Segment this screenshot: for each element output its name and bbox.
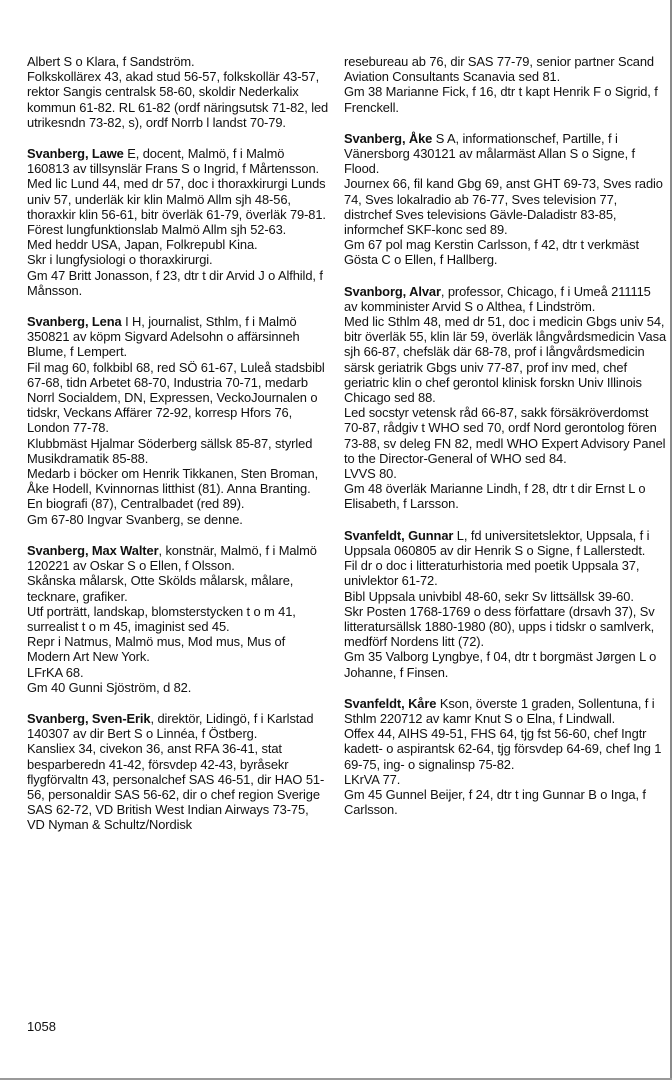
page-number: 1058: [27, 1019, 56, 1034]
entry-paragraph: LKrVA 77.: [344, 771, 401, 787]
biography-entry: [344, 54, 666, 115]
entry-name: Svanberg, Sven-Erik: [27, 710, 151, 726]
entry-paragraph: Repr i Natmus, Malmö mus, Mod mus, Mus of Modern Art New York.: [27, 634, 286, 665]
entry-intro: E, docent, Malmö, f i Malmö 160813 av tillsynslär Frans S o Ingrid, f Mårtensson.: [27, 146, 320, 177]
entry-heading: [27, 543, 329, 573]
biography-entry: [27, 146, 329, 298]
entry-paragraph: Medarb i böcker om Henrik Tikkanen, Sten Broman, Åke Hodell, Kvinnornas litthist (81). Anna Branting. En biografi (87), Centralbadet (red 89).: [27, 466, 319, 512]
biography-entry: [27, 54, 329, 130]
entry-name: Svanfeldt, Gunnar: [344, 527, 454, 543]
entry-paragraph: Gm 67 pol mag Kerstin Carlsson, f 42, dtr t verkmäst Gösta C o Ellen, f Hallberg.: [344, 237, 639, 268]
entry-heading: [344, 528, 666, 558]
entry-heading: [27, 711, 329, 741]
entry-paragraph: Gm 40 Gunni Sjöström, d 82.: [27, 679, 192, 695]
biography-entry: [27, 314, 329, 527]
entry-paragraph: Albert S o Klara, f Sandström.: [27, 54, 195, 69]
biography-entry: [344, 696, 666, 818]
entry-name: Svanberg, Lena: [27, 314, 122, 330]
entry-paragraph: Skånska målarsk, Otte Skölds målarsk, målare, tecknare, grafiker.: [27, 573, 294, 604]
entry-paragraph: Gm 45 Gunnel Beijer, f 24, dtr t ing Gunnar B o Inga, f Carlsson.: [344, 786, 646, 818]
entry-paragraph: Offex 44, AIHS 49-51, FHS 64, tjg fst 56-60, chef Ingtr kadett- o aspirantsk 62-64, tjg försvdep 64-69, chef Ing 1 69-75, ing- o signalinsp 75-82.: [344, 726, 662, 772]
entry-intro: Kson, överste 1 graden, Sollentuna, f i Sthlm 220712 av kamr Knut S o Elna, f Lindwall.: [344, 695, 655, 726]
entry-paragraph: Bibl Uppsala univbibl 48-60, sekr Sv littsällsk 39-60.: [344, 588, 634, 604]
entry-paragraph: Gm 47 Britt Jonasson, f 23, dtr t dir Arvid J o Alfhild, f Månsson.: [27, 267, 323, 298]
left-column: [27, 54, 329, 849]
entry-heading: [344, 284, 666, 314]
entry-paragraph: Med lic Lund 44, med dr 57, doc i thoraxkirurgi Lunds univ 57, underläk kir klin Malmö Allm sjh 48-56, thoraxkir klin 56-61, bitr överläk 61-79, överläk 79-81.: [27, 176, 326, 222]
entry-name: Svanborg, Alvar: [344, 283, 441, 299]
entry-paragraph: Gm 38 Marianne Fick, f 16, dtr t kapt Henrik F o Sigrid, f Frenckell.: [344, 84, 658, 115]
entry-paragraph: Journex 66, fil kand Gbg 69, anst GHT 69-73, Sves radio 74, Sves lokalradio ab 76-77, Sves television 77, distrchef Sves televisions Gävle-Daladistr 83-85, informchef SKF-konc sed 89.: [344, 176, 663, 238]
entry-paragraph: resebureau ab 76, dir SAS 77-79, senior partner Scand Aviation Consultants Scanavia sed 81.: [344, 54, 654, 85]
biography-entry: [344, 528, 666, 680]
entry-paragraph: Kansliex 34, civekon 36, anst RFA 36-41, stat besparberedn 41-42, försvdep 42-43, byråsekr flygförvaltn 43, personalchef SAS 46-51, dir HAO 51-56, personaldir SAS 56-62, dir o chef region Sverige SAS 62-72, VD British West Indian Airways 73-75, VD Nyman & Schultz/Nordisk: [27, 741, 325, 833]
entry-name: Svanfeldt, Kåre: [344, 695, 437, 711]
entry-intro: , direktör, Lidingö, f i Karlstad 140307 av dir Bert S o Linnéa, f Östberg.: [27, 710, 314, 742]
entry-paragraph: Skr i lungfysiologi o thoraxkirurgi.: [27, 252, 213, 268]
entry-paragraph: Klubbmäst Hjalmar Söderberg sällsk 85-87, styrled Musikdramatik 85-88.: [27, 435, 313, 466]
entry-paragraph: Med heddr USA, Japan, Folkrepubl Kina.: [27, 237, 258, 253]
entry-heading: [344, 696, 666, 726]
right-column: [344, 54, 666, 833]
entry-heading: [344, 131, 666, 177]
entry-paragraph: Folkskollärex 43, akad stud 56-57, folkskollär 43-57, rektor Sangis centralsk 58-60, skoldir Nederkalix kommun 61-82. RL 61-82 (ordf näringsutsk 71-82, led utrikesndn 73-82, s), ordf Norrb l landst 70-79.: [27, 69, 329, 130]
entry-paragraph: Gm 35 Valborg Lyngbye, f 04, dtr t borgmäst Jørgen L o Johanne, f Finsen.: [344, 649, 657, 680]
biography-entry: [27, 711, 329, 833]
entry-paragraph: Med lic Sthlm 48, med dr 51, doc i medicin Gbgs univ 54, bitr överläk 55, klin lär 59, överläk långvårdsmedicin Vasa sjh 66-87, chefsläk där 68-78, prof i långvårdsmedicin särsk geriatrik Gbgs univ 77-87, prof inv med, chef geriatric klin o chef gerontol klinisk forskn Univ Illinois Chicago sed 88.: [344, 314, 667, 406]
entry-paragraph: Gm 67-80 Ingvar Svanberg, se denne.: [27, 511, 243, 527]
entry-paragraph: Fil mag 60, folkbibl 68, red SÖ 61-67, Luleå stadsbibl 67-68, tidn Arbetet 68-70, Industria 70-71, medarb Norrl Socialdem, DN, Expressen, VeckoJournalen o tidskr, Veckans Affärer 72-92, korresp Hfors 76, London 77-78.: [27, 359, 325, 436]
entry-name: Svanberg, Max Walter: [27, 542, 159, 558]
entry-paragraph: Skr Posten 1768-1769 o dess författare (drsavh 37), Sv litteratursällsk 1880-1980 (80), upps i tidskr o samlverk, medförf Nordens litt (72).: [344, 603, 655, 650]
entry-name: Svanberg, Åke: [344, 130, 433, 146]
entry-paragraph: Led socstyr vetensk råd 66-87, sakk försäkröverdomst 70-87, rådgiv t WHO sed 70, ordf Nord gerontolog fören 73-88, sv deleg FN 82, medl WHO Expert Advisory Panel to the Director-General of WHO sed 84.: [344, 405, 666, 466]
entry-paragraph: Fil dr o doc i litteraturhistoria med poetik Uppsala 37, univlektor 61-72.: [344, 558, 640, 589]
entry-intro: L, fd universitetslektor, Uppsala, f i Uppsala 060805 av dir Henrik S o Signe, f Lallerstedt.: [344, 527, 650, 558]
entry-paragraph: Utf porträtt, landskap, blomsterstycken t o m 41, surrealist t o m 45, imaginist sed 45.: [27, 603, 296, 634]
entry-name: Svanberg, Lawe: [27, 146, 124, 162]
entry-intro: , professor, Chicago, f i Umeå 211115 av komminister Arvid S o Althea, f Lindström.: [344, 283, 651, 314]
biography-entry: [344, 284, 666, 512]
entry-paragraph: Gm 48 överläk Marianne Lindh, f 28, dtr t dir Ernst L o Elisabeth, f Larsson.: [344, 481, 646, 512]
entry-intro: S A, informationschef, Partille, f i Vänersborg 430121 av målarmäst Allan S o Signe, f Flood.: [344, 130, 636, 177]
entry-paragraph: LFrKA 68.: [27, 664, 84, 680]
entry-heading: [27, 314, 329, 360]
entry-intro: , konstnär, Malmö, f i Malmö 120221 av Oskar S o Ellen, f Olsson.: [27, 542, 317, 574]
biography-entry: [344, 131, 666, 268]
entry-paragraph: Förest lungfunktionslab Malmö Allm sjh 52-63.: [27, 222, 287, 238]
entry-paragraph: LVVS 80.: [344, 466, 397, 482]
entry-intro: I H, journalist, Sthlm, f i Malmö 350821 av köpm Sigvard Adelsohn o affärsinneh Blume, f Lempert.: [27, 314, 300, 360]
entry-heading: [27, 146, 329, 176]
biography-entry: [27, 543, 329, 695]
